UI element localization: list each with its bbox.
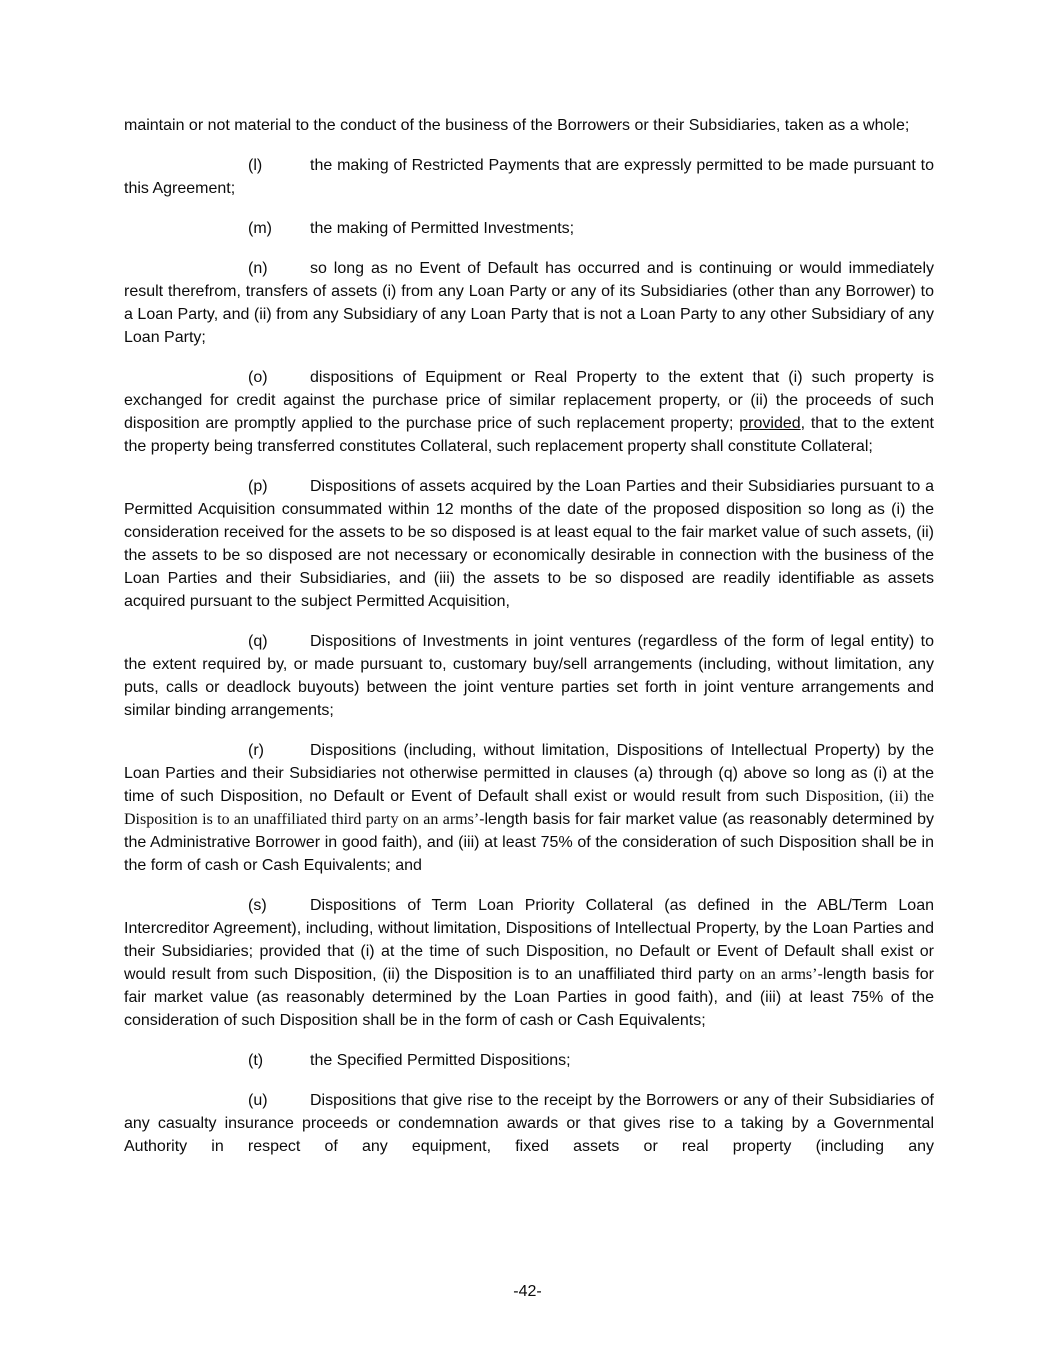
paragraph-text: dispositions of Equipment or Real Property to the extent that (i) such property is exchanged for credit against the purchase price of similar replacement property, or (ii) the proceeds of such disposition are promptly applied to the purchase price of such replacement property; [124, 369, 934, 432]
paragraph-text: the Specified Permitted Dispositions; [310, 1052, 571, 1069]
paragraph-text: Dispositions (including, without limitation, Dispositions of Intellectual Property) by the Loan Parties and their Subsidiaries not otherwise permitted in clauses (a) through (q) above so long as (i) at the time of such Disposition, no Default or Event of Default shall exist or would result from such [124, 742, 934, 805]
page-number: -42- [513, 1283, 542, 1300]
paragraph-label: (s) [248, 897, 267, 914]
paragraph-label: (o) [248, 369, 268, 386]
serif-text-segment: on an arms’ [739, 966, 818, 983]
paragraph-text: Dispositions that give rise to the receipt by the Borrowers or any of their Subsidiaries of any casualty insurance proceeds or condemnation awards or that gives rise to a taking by a Governmental Authority in respect of any equipment, fixed assets or real property (including any [124, 1092, 934, 1155]
paragraph-text: -length basis for fair market value (as reasonably determined by the Administrative Borrower in good faith), and (iii) at least 75% of the consideration of such Disposition shall be in the form of cash or Cash Equivalents; and [124, 811, 934, 874]
paragraph-text: -length basis for fair market value (as reasonably determined by the Loan Parties in good faith), and (iii) at least 75% of the consideration of such Disposition shall be in the form of cash or Cash Equivalents; [124, 966, 935, 1029]
paragraph-label: (n) [248, 260, 268, 277]
paragraph-s [124, 894, 934, 1032]
paragraph-label: (q) [248, 633, 268, 650]
paragraph-text: the making of Restricted Payments that are expressly permitted to be made pursuant to this Agreement; [124, 157, 934, 197]
paragraph-text: so long as no Event of Default has occurred and is continuing or would immediately result therefrom, transfers of assets (i) from any Loan Party or any of its Subsidiaries (other than any Borrower) to a Loan Party, and (ii) from any Subsidiary of any Loan Party that is not a Loan Party to any other Subsidiary of any Loan Party; [124, 260, 934, 346]
paragraph-text: Dispositions of Investments in joint ventures (regardless of the form of legal entity) to the extent required by, or made pursuant to, customary buy/sell arrangements (including, without limitation, any puts, calls or deadlock buyouts) between the joint venture parties set forth in joint venture arrangements and similar binding arrangements; [124, 633, 934, 719]
paragraph-label: (m) [248, 220, 272, 237]
paragraph-t [124, 1049, 934, 1072]
paragraph-label: (t) [248, 1052, 264, 1069]
paragraph-text: Dispositions of Term Loan Priority Collateral (as defined in the ABL/Term Loan Intercreditor Agreement), including, without limitation, Dispositions of Intellectual Property, by the Loan Parties and their Subsidiaries; provided that (i) at the time of such Disposition, no Default or Event of Default shall exist or would result from such Disposition, (ii) the Disposition is to an unaffiliated third party [124, 897, 934, 983]
paragraph-text: Dispositions of assets acquired by the Loan Parties and their Subsidiaries pursuant to a Permitted Acquisition consummated within 12 months of the date of the proposed disposition so long as (i) the consideration received for the assets to be so disposed is at least equal to the fair market value of such assets, (ii) the assets to be so disposed are not necessary or economically desirable in connection with the business of the Loan Parties and their Subsidiaries, and (iii) the assets to be so disposed are readily identifiable as assets acquired pursuant to the subject Permitted Acquisition, [124, 478, 934, 610]
paragraph-m [124, 217, 934, 240]
paragraph-label: (p) [248, 478, 268, 495]
serif-text-segment: Disposition, (ii) the Disposition is to an unaffiliated third party on an arms’ [124, 788, 934, 828]
paragraph-text: the making of Permitted Investments; [310, 220, 575, 237]
paragraph-n [124, 257, 934, 349]
paragraph-text: maintain or not material to the conduct of the business of the Borrowers or their Subsidiaries, taken as a whole; [124, 117, 910, 134]
paragraph-r [124, 739, 934, 877]
paragraph-label: (r) [248, 742, 264, 759]
paragraph-o [124, 366, 934, 458]
paragraph-q [124, 630, 934, 722]
paragraph-text: , that to the extent the property being transferred constitutes Collateral, such replacement property shall constitute Collateral; [124, 415, 934, 455]
paragraph-p [124, 475, 934, 613]
underlined-term: provided [739, 415, 801, 432]
paragraph-label: (u) [248, 1092, 268, 1109]
paragraph-l [124, 154, 934, 200]
paragraph-label: (l) [248, 157, 263, 174]
paragraph-u [124, 1089, 934, 1158]
paragraph-continuation [124, 114, 934, 137]
